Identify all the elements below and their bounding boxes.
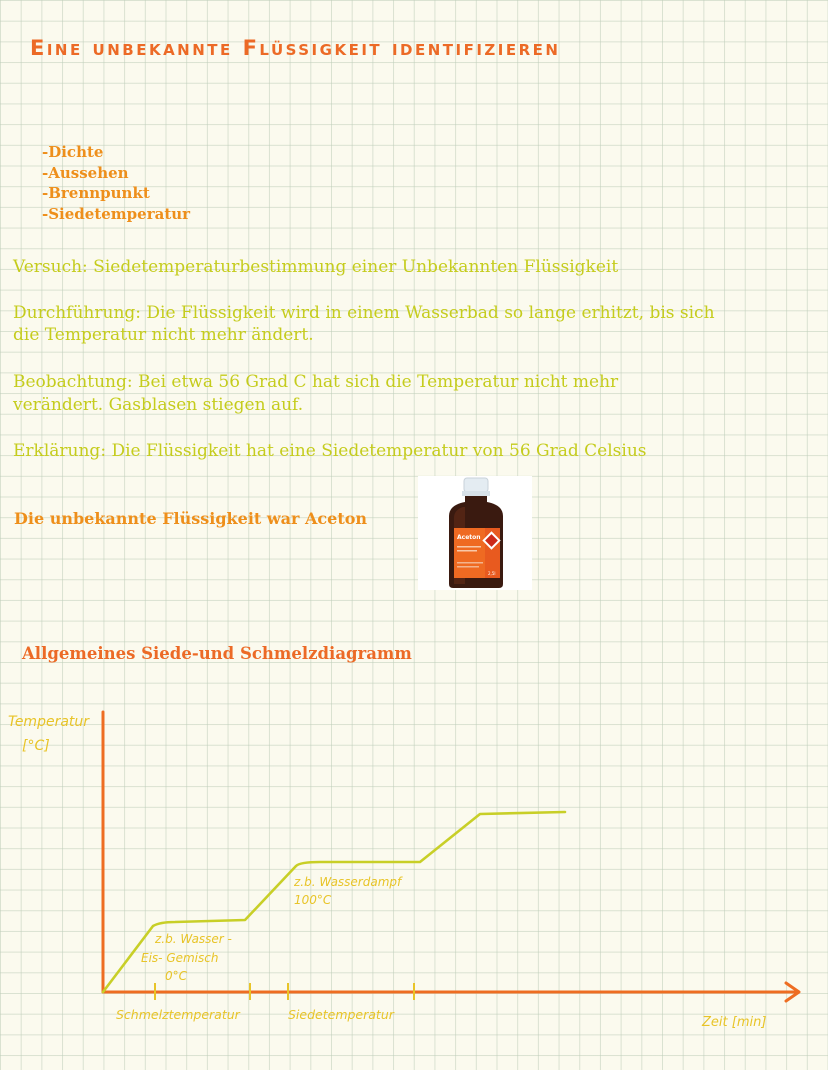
bottle-volume: 2,5l — [488, 571, 496, 576]
acetone-bottle-image — [418, 476, 532, 590]
property-item: -Aussehen — [42, 163, 129, 182]
result-text: Die unbekannte Flüssigkeit war Aceton — [14, 509, 368, 528]
page-title: Eine unbekannte Flüssigkeit identifizieren — [30, 36, 561, 60]
durchfuehrung-text-line1: Durchführung: Die Flüssigkeit wird in einem Wasserbad so lange erhitzt, bis sich — [13, 303, 715, 323]
plateau-low-label-3: 0°C — [165, 969, 188, 983]
bottle-icon — [418, 476, 532, 590]
bottle-label: Aceton — [457, 534, 481, 541]
beobachtung-text-line1: Beobachtung: Bei etwa 56 Grad C hat sich die Temperatur nicht mehr — [13, 372, 619, 392]
diagram-title: Allgemeines Siede-und Schmelzdiagramm — [22, 644, 412, 663]
plateau-mid-label-1: z.b. Wasserdampf — [294, 875, 402, 889]
boiling-temp-label: Siedetemperatur — [288, 1007, 394, 1022]
beobachtung-text-line2: verändert. Gasblasen stiegen auf. — [13, 395, 304, 415]
plateau-low-label-2: Eis- Gemisch — [141, 951, 219, 965]
property-item: -Dichte — [42, 143, 104, 161]
property-item: -Siedetemperatur — [42, 204, 191, 223]
melting-temp-label: Schmelztemperatur — [116, 1007, 240, 1022]
y-axis-unit: [°C] — [22, 738, 50, 754]
heating-curve — [103, 812, 565, 992]
erklaerung-text: Erklärung: Die Flüssigkeit hat eine Siedetemperatur von 56 Grad Celsius — [13, 441, 647, 461]
versuch-text: Versuch: Siedetemperaturbestimmung einer Unbekannten Flüssigkeit — [13, 257, 619, 277]
durchfuehrung-text-line2: die Temperatur nicht mehr ändert. — [13, 325, 314, 345]
boiling-melting-diagram — [0, 700, 828, 1040]
y-axis-label: Temperatur — [8, 714, 90, 730]
property-list — [42, 142, 190, 224]
plateau-low-label-1: z.b. Wasser - — [155, 932, 232, 946]
x-axis-label: Zeit [min] — [702, 1015, 767, 1030]
plateau-mid-label-2: 100°C — [294, 893, 332, 907]
property-item: -Brennpunkt — [42, 184, 150, 203]
